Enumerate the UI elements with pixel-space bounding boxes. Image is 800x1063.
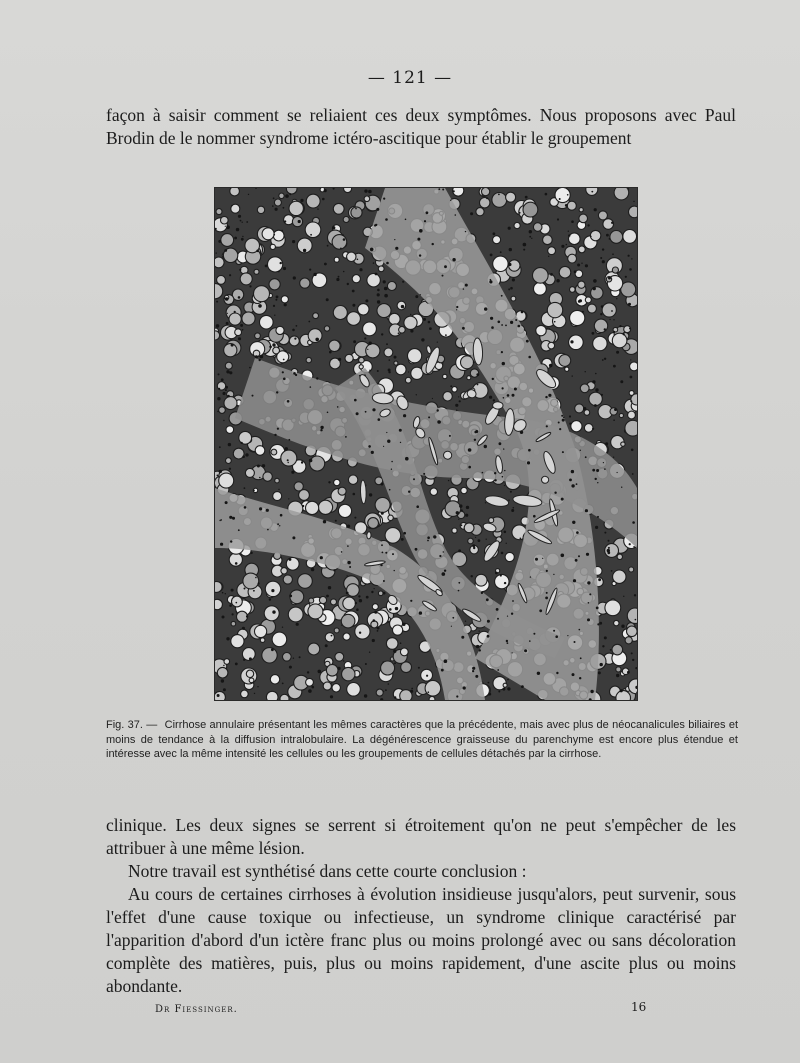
footer-author: Dr Fiessinger. xyxy=(155,1004,238,1015)
body-paragraph-2: Notre travail est synthétisé dans cette courte conclusion : xyxy=(128,861,527,881)
page-number: — 121 — xyxy=(367,68,453,88)
figure-caption-text: Cirrhose annulaire présentant les mêmes caractères que la précédente, mais avec plus de néocanalicules biliaires et moins de tendance à la diffusion intralobulaire. La dégénérescence graisseuse du parenchyme est encore plus étendue et intéresse avec la même intensité les cellules ou les groupements de cellules détachés par la cirrhose. xyxy=(106,719,739,761)
body-text xyxy=(106,814,736,998)
top-paragraph xyxy=(106,104,736,150)
body-paragraph-1: clinique. Les deux signes se serrent si étroitement qu'on ne peut s'empêcher de les attribuer à une même lésion. xyxy=(106,815,736,858)
footer-signature: 16 xyxy=(631,1000,647,1014)
histology-micrograph-icon xyxy=(215,188,637,700)
top-paragraph-text: façon à saisir comment se reliaient ces deux symptômes. Nous proposons avec Paul Brodin de le nommer syndrome ictéro-ascitique pour établir le groupement xyxy=(106,105,736,148)
body-paragraph-3: Au cours de certaines cirrhoses à évolution insidieuse jusqu'alors, peut survenir, sous l'effet d'une cause toxique ou infectieuse, un syndrome clinique caractérisé par l'apparition d'abord d'un ictère franc plus ou moins prolongé avec ou sans décoloration complète des matières, puis, plus ou moins rapidement, d'une ascite plus ou moins abondante. xyxy=(106,884,736,996)
figure-label: Fig. 37. — xyxy=(106,719,158,731)
figure-caption xyxy=(106,718,738,762)
histology-micrograph xyxy=(214,187,638,701)
